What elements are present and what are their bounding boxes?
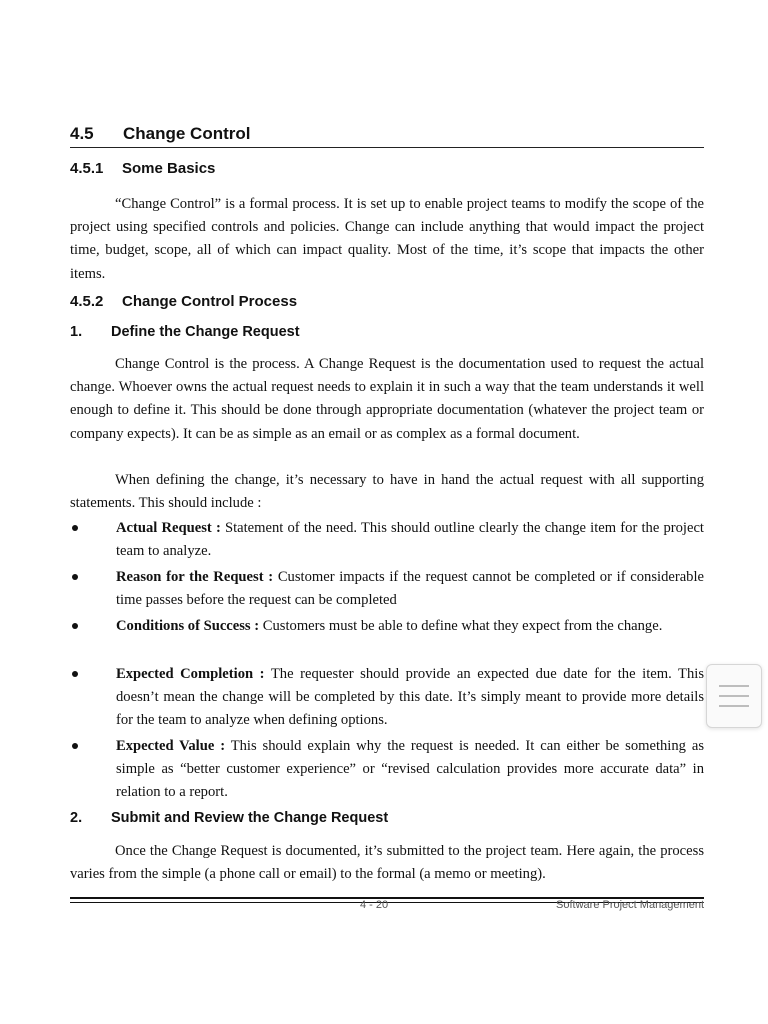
step-heading-define bbox=[70, 324, 300, 340]
bullet-text: Customers must be able to define what they expect from the change. bbox=[259, 618, 663, 634]
menu-bar bbox=[719, 705, 749, 707]
bullet-term: Reason for the Request : bbox=[116, 569, 274, 585]
paragraph-basics: “Change Control” is a formal process. It is set up to enable project teams to modify the scope of the project using specified controls and policies. Change can include anything that would impact the project time, budget, scope, all of which can impact quality. Most of the time, it’s scope that impacts the other items. bbox=[70, 196, 704, 282]
list-item bbox=[70, 615, 704, 638]
step-title: Submit and Review the Change Request bbox=[111, 810, 389, 826]
bullet-term: Expected Completion : bbox=[116, 666, 265, 682]
bullet-text: Customer impacts if the request cannot be completed or if considerable time passes before the request can be completed bbox=[116, 569, 705, 609]
bullet-term: Expected Value : bbox=[116, 738, 226, 754]
footer-book-title: Software Project Management bbox=[556, 899, 704, 911]
step-number: 1. bbox=[70, 324, 83, 340]
step-title: Define the Change Request bbox=[111, 324, 300, 340]
menu-bar bbox=[719, 685, 749, 687]
bullet-text: This should explain why the request is needed. It can either be something as simple as “better customer experience” or “revised calculation provides more accurate data” in relation to a report. bbox=[116, 738, 704, 801]
bullet-text: The requester should provide an expected due date for the item. This doesn’t mean the change will be completed by this date. It’s simply meant to provide more details for the team to analyze when defining options. bbox=[116, 666, 704, 729]
page-footer bbox=[360, 899, 704, 912]
bullet-icon bbox=[72, 671, 78, 677]
paragraph-defining-change: When defining the change, it’s necessary to have in hand the actual request with all supporting statements. This should include : bbox=[70, 472, 704, 512]
menu-bar bbox=[719, 695, 749, 697]
list-item bbox=[70, 663, 704, 733]
bullet-text: Statement of the need. This should outline clearly the change item for the project team to analyze. bbox=[116, 520, 704, 560]
list-item bbox=[70, 735, 704, 805]
section-title: Change Control bbox=[123, 124, 251, 143]
section-number: 4.5 bbox=[70, 124, 94, 143]
bullet-term: Actual Request : bbox=[116, 520, 221, 536]
subsection-heading-basics bbox=[70, 160, 215, 177]
paragraph-change-request: Change Control is the process. A Change Request is the documentation used to request the actual change. Whoever owns the actual request needs to explain it in such a way that the team understands it well enough to define it. This should be done through appropriate documentation (whatever the project team or company expects). It can be as simple as an email or as complex as a formal document. bbox=[70, 356, 704, 442]
paragraph-submit: Once the Change Request is documented, it’s submitted to the project team. Here again, the process varies from the simple (a phone call or email) to the formal (a memo or meeting). bbox=[70, 843, 704, 883]
subsection-title: Some Basics bbox=[122, 160, 216, 177]
subsection-number: 4.5.2 bbox=[70, 293, 104, 310]
bullet-icon bbox=[72, 525, 78, 531]
bullet-icon bbox=[72, 574, 78, 580]
list-item bbox=[70, 566, 704, 612]
bullet-icon bbox=[72, 743, 78, 749]
step-number: 2. bbox=[70, 810, 83, 826]
footer-page-number: 4 - 20 bbox=[360, 899, 389, 911]
bullet-term: Conditions of Success : bbox=[116, 618, 260, 634]
subsection-number: 4.5.1 bbox=[70, 160, 104, 177]
subsection-title: Change Control Process bbox=[122, 293, 298, 310]
subsection-heading-process bbox=[70, 293, 297, 310]
bullet-icon bbox=[72, 623, 78, 629]
section-heading bbox=[70, 124, 704, 148]
list-item bbox=[70, 517, 704, 563]
step-heading-submit bbox=[70, 810, 388, 826]
hamburger-menu-icon[interactable] bbox=[706, 664, 762, 728]
